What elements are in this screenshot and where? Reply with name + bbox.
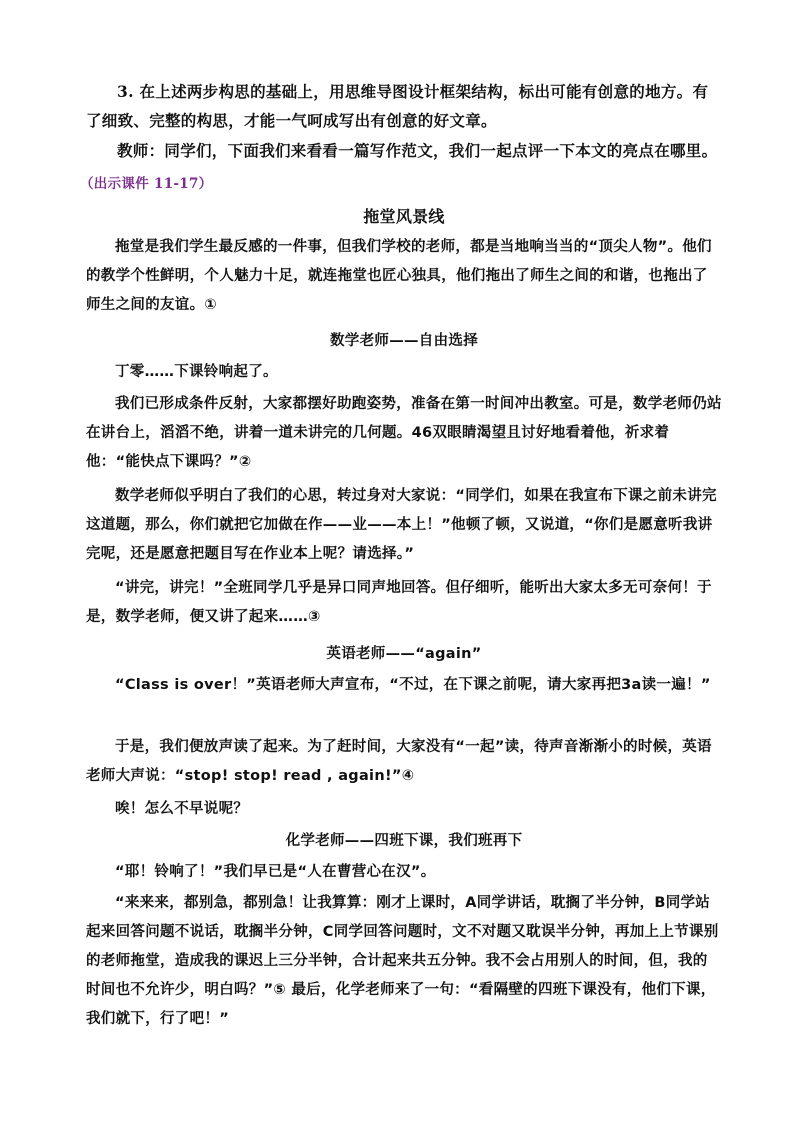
essay-paragraph: 于是，我们便放声读了起来。为了赶时间，大家没有“一起”读，待声音渐渐小的时候，英语老师大声说：“stop! stop! read , again!”④ (86, 739, 712, 784)
essay-paragraph: 丁零……下课铃响起了。 (115, 364, 278, 380)
essay-paragraph: 唉！怎么不早说呢？ (115, 801, 249, 817)
essay-paragraph: “Class is over！”英语老师大声宣布，“不过，在下课之前呢，请大家再把3a读一遍！” (115, 677, 711, 693)
essay-opening: 拖堂是我们学生最反感的一件事，但我们学校的老师，都是当地响当当的“顶尖人物”。他们的教学个性鲜明，个人魅力十足，就连拖堂也匠心独具，他们拖出了师生之间的和谐，也拖出了师生之间的友谊。① (86, 239, 712, 313)
essay-paragraph: “耶！铃响了！”我们早已是“人在曹营心在汉”。 (115, 864, 436, 880)
section-heading-english: 英语老师——“again” (326, 646, 482, 662)
section-heading-math: 数学老师——自由选择 (330, 333, 478, 349)
essay-paragraph: “讲完，讲完！”全班同学几乎是异口同声地回答。但仔细听，能听出大家太多无可奈何！于是，数学老师，便又讲了起来……③ (86, 580, 712, 625)
courseware-note: （出示课件 11-17） (80, 176, 213, 192)
intro-step-3: 3. 在上述两步构思的基础上，用思维导图设计框架结构，标出可能有创意的地方。有了细致、完整的构思，才能一气呵成写出有创意的好文章。 (86, 82, 709, 130)
teacher-line: 教师：同学们，下面我们来看看一篇写作范文，我们一起点评一下本文的亮点在哪里。 (117, 141, 718, 160)
essay-paragraph: 我们已形成条件反射，大家都摆好助跑姿势，准备在第一时间冲出教室。可是，数学老师仍站在讲台上，滔滔不绝，讲着一道未讲完的几何题。46双眼睛渴望且讨好地看着他，祈求着他：“能快点下课吗？”② (86, 396, 722, 470)
essay-paragraph: “来来来，都别急，都别急！让我算算：刚才上课时，A同学讲话，耽搁了半分钟，B同学站起来回答问题不说话，耽搁半分钟，C同学回答问题时，文不对题又耽误半分钟，再加上上节课别的老师拖堂，造成我的课迟上三分半钟，合计起来共五分钟。我不会占用别人的时间，但，我的时间也不允许少，明白吗？”⑤ 最后，化学老师来了一句：“看隔壁的四班下课没有，他们下课，我们就下，行了吧！” (86, 895, 719, 1027)
essay-paragraph: 数学老师似乎明白了我们的心思，转过身对大家说：“同学们，如果在我宣布下课之前未讲完这道题，那么，你们就把它加做在作——业——本上！”他顿了顿，又说道，“你们是愿意听我讲完呢，还是愿意把题目写在作业本上呢？请选择。” (86, 488, 717, 562)
essay-title: 拖堂风景线 (363, 207, 445, 226)
section-heading-chemistry: 化学老师——四班下课，我们班再下 (285, 833, 523, 849)
